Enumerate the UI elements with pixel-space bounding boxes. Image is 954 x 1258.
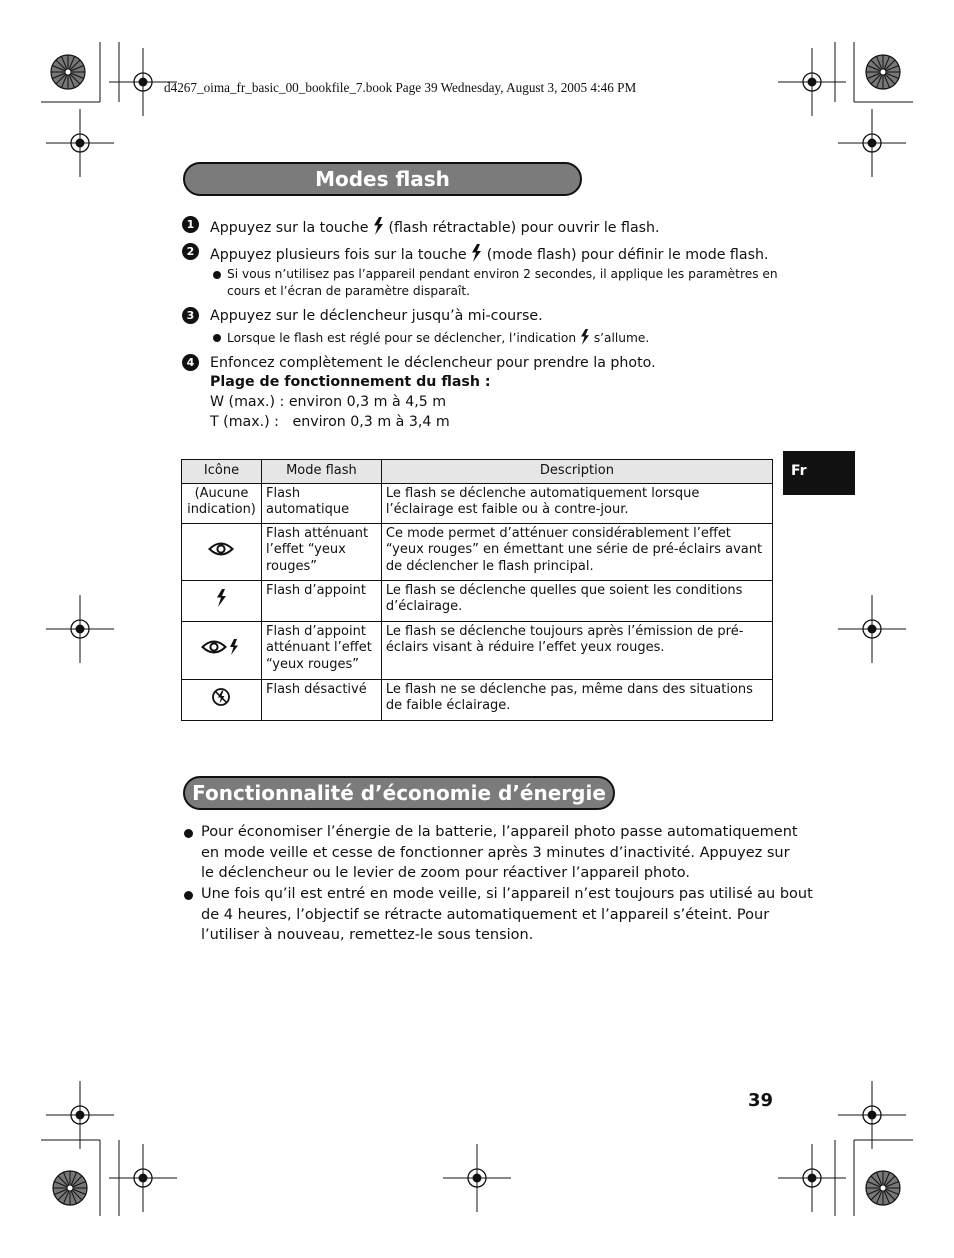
page-number: 39 [748,1090,774,1111]
table-cell-icon [182,621,262,679]
step-1-text [210,217,660,236]
step-3-text: Appuyez sur le déclencheur jusqu’à mi-course. [210,308,543,324]
table-cell-description: Ce mode permet d’atténuer considérablement l’effet “yeux rouges” en émettant une série de pré-éclairs avant de déclencher le flash principal. [381,523,772,580]
step-3-note-after: s’allume. [593,331,650,345]
paragraph-line: Pour économiser l’énergie de la batterie, l’appareil photo passe automatiquement [201,824,798,840]
section-title-text: Fonctionnalité d’économie d’énergie [192,781,606,805]
flash-bolt-icon [373,217,384,235]
list-bullet [184,829,193,838]
table-row [182,679,773,720]
flash-bolt-icon [580,329,590,345]
power-saving-paragraph-2 [201,884,813,946]
table-cell-mode: Flash d’appoint atténuant l’effet “yeux rouges” [261,621,381,679]
header-file-line: d4267_oima_fr_basic_00_bookfile_7.book Page 39 Wednesday, August 3, 2005 4:46 PM [164,80,637,95]
note-bullet [213,271,221,279]
table-cell-description: Le flash se déclenche toujours après l’émission de pré-éclairs visant à réduire l’effet yeux rouges. [381,621,772,679]
flash-range-title: Plage de fonctionnement du flash : [210,374,491,390]
table-cell-icon: (Aucune indication) [182,483,262,523]
step-2-note-line-2: cours et l’écran de paramètre disparaît. [227,284,471,298]
table-cell-icon [182,679,262,720]
red-eye-icon [208,541,234,557]
column-header-mode: Mode flash [261,460,381,484]
red-eye-fill-flash-icon [201,638,241,656]
step-2-text-before: Appuyez plusieurs fois sur la touche [210,247,467,263]
flash-range-t: T (max.) : environ 0,3 m à 3,4 m [210,414,450,430]
flash-range-w: W (max.) : environ 0,3 m à 4,5 m [210,394,447,410]
paragraph-line: l’utiliser à nouveau, remettez-le sous tension. [201,927,534,943]
paragraph-line: en mode veille et cesse de fonctionner après 3 minutes d’inactivité. Appuyez sur [201,844,790,861]
language-tab-fr: Fr [783,451,855,495]
table-cell-description: Le flash se déclenche automatiquement lorsque l’éclairage est faible ou à contre-jour. [381,483,772,523]
table-cell-description: Le flash se déclenche quelles que soient les conditions d’éclairage. [381,580,772,621]
section-title-modes-flash [183,162,582,196]
step-1-text-before: Appuyez sur la touche [210,220,369,236]
table-cell-mode: Flash atténuant l’effet “yeux rouges” [261,523,381,580]
paragraph-line: le déclencheur ou le levier de zoom pour réactiver l’appareil photo. [201,865,691,881]
table-cell-description: Le flash ne se déclenche pas, même dans des situations de faible éclairage. [381,679,772,720]
table-row [182,523,773,580]
column-header-icon: Icône [182,460,262,484]
step-3-note-before: Lorsque le flash est réglé pour se déclencher, l’indication [227,331,577,345]
paragraph-line: Une fois qu’il est entré en mode veille, si l’appareil n’est toujours pas utilisé au bout [201,886,813,902]
note-bullet [213,334,221,342]
table-cell-icon [182,523,262,580]
step-number-3: 3 [182,307,199,324]
list-bullet [184,891,193,900]
section-title-power-saving [183,776,615,810]
table-header-row [182,460,773,484]
step-4-text: Enfoncez complètement le déclencheur pour prendre la photo. [210,355,656,371]
table-cell-icon [182,580,262,621]
step-number-2: 2 [182,243,199,260]
column-header-description: Description [381,460,772,484]
table-cell-mode: Flash d’appoint [261,580,381,621]
table-row [182,580,773,621]
step-number-1: 1 [182,216,199,233]
paragraph-line: de 4 heures, l’objectif se rétracte automatiquement et l’appareil s’éteint. Pour [201,906,770,923]
table-row [182,621,773,679]
flash-bolt-icon [216,589,227,607]
section-title-text: Modes flash [315,167,450,191]
flash-off-icon [211,687,231,707]
power-saving-paragraph-1 [201,822,798,884]
step-3-note [227,329,649,347]
step-2-note-line-1: Si vous n’utilisez pas l’appareil pendant environ 2 secondes, il applique les paramètres en [227,267,778,281]
flash-modes-table [181,459,773,721]
step-2-text-after: (mode flash) pour définir le mode flash. [486,247,769,263]
flash-bolt-icon [471,244,482,262]
table-cell-mode: Flash automatique [261,483,381,523]
step-number-4: 4 [182,354,199,371]
step-2-text [210,244,768,263]
step-1-text-after: (flash rétractable) pour ouvrir le flash. [388,220,660,236]
table-row [182,483,773,523]
table-cell-mode: Flash désactivé [261,679,381,720]
